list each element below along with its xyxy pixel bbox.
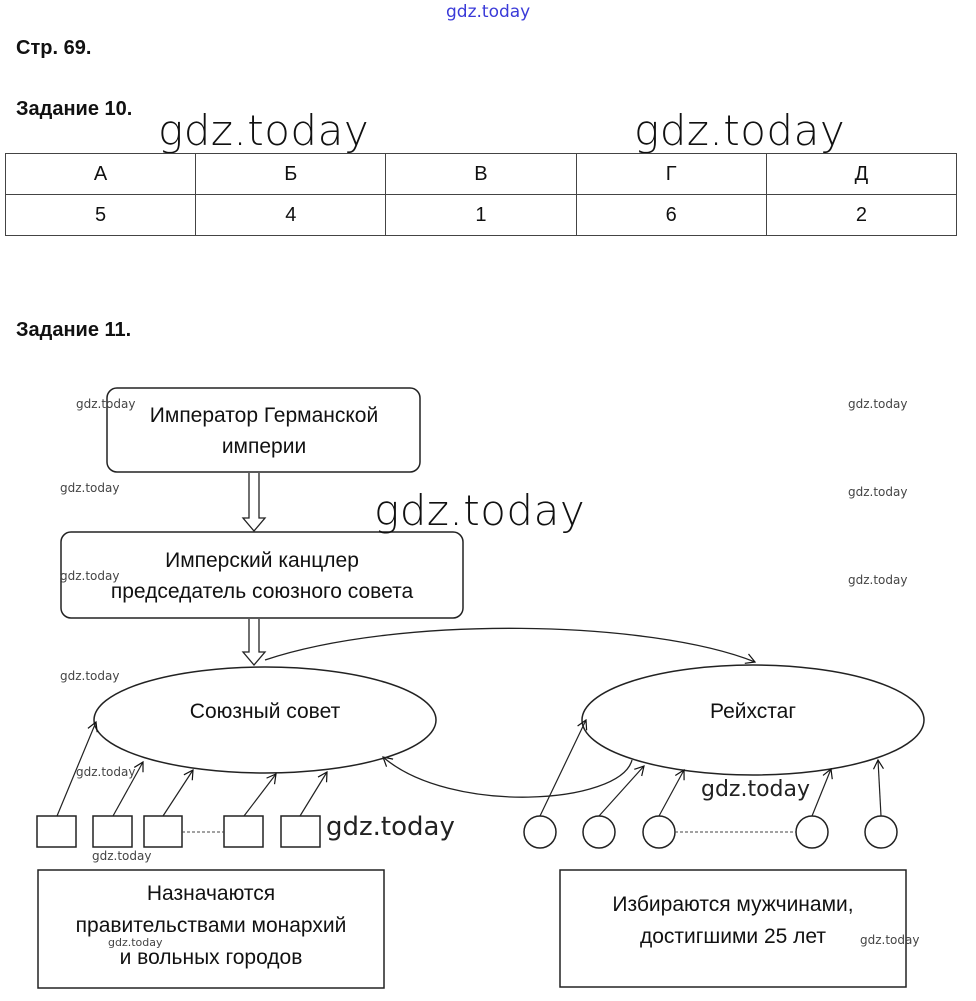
reichstag-ellipse (582, 665, 924, 775)
task11-title: Задание 11. (16, 319, 132, 341)
double-arrow-chancellor-council (243, 619, 265, 665)
watermark: gdz.today (848, 485, 908, 499)
table-cell: 1 (386, 195, 576, 236)
voter-circle (643, 816, 675, 848)
watermark-top: gdz.today (446, 2, 531, 22)
table-header-cell: В (386, 154, 576, 195)
arrow-reichstag-to-council (383, 757, 632, 797)
emperor-label-line1: Император Германской (149, 404, 379, 427)
government-square (144, 816, 182, 847)
government-square (281, 816, 320, 847)
watermark: gdz.today (108, 936, 163, 949)
voter-circle (796, 816, 828, 848)
table-header-cell: Б (196, 154, 386, 195)
task10-title: Задание 10. (16, 98, 133, 120)
emperor-box (107, 388, 420, 472)
watermark: gdz.today (158, 106, 370, 155)
government-square (37, 816, 76, 847)
table-cell: 4 (196, 195, 386, 236)
watermark: gdz.today (60, 481, 120, 495)
arrow-council-to-reichstag (265, 628, 755, 662)
watermark: gdz.today (326, 812, 455, 842)
watermark: gdz.today (860, 933, 920, 947)
emperor-label-line2: империи (221, 435, 307, 458)
reichstag-label: Рейхстаг (710, 700, 796, 723)
watermark: gdz.today (76, 765, 136, 779)
government-square (224, 816, 263, 847)
appointed-box (38, 870, 384, 988)
watermark: gdz.today (92, 849, 152, 863)
table-cell: 5 (6, 195, 196, 236)
table-header-cell: Д (766, 154, 956, 195)
voter-circle (583, 816, 615, 848)
elected-line2: достигшими 25 лет (639, 925, 827, 948)
watermark: gdz.today (374, 486, 586, 535)
voter-circle (524, 816, 556, 848)
elected-line1: Избираются мужчинами, (612, 893, 854, 916)
watermark: gdz.today (60, 569, 120, 583)
elected-box (560, 870, 906, 987)
watermark: gdz.today (848, 397, 908, 411)
table-header-cell: А (6, 154, 196, 195)
government-squares (37, 816, 320, 847)
watermark: gdz.today (60, 669, 120, 683)
chancellor-box (61, 532, 463, 618)
chancellor-label-line1: Имперский канцлер (165, 549, 359, 572)
federal-council-ellipse (94, 667, 436, 773)
appointed-line2: правительствами монархий (75, 914, 347, 937)
double-arrow-emperor-chancellor (243, 473, 265, 531)
watermark: gdz.today (848, 573, 908, 587)
appointed-line3: и вольных городов (119, 946, 303, 969)
watermark: gdz.today (634, 106, 846, 155)
chancellor-label-line2: председатель союзного совета (110, 580, 414, 603)
appointed-line1: Назначаются (146, 882, 276, 905)
table-header-cell: Г (576, 154, 766, 195)
federal-council-label: Союзный совет (189, 700, 341, 723)
watermark: gdz.today (701, 777, 811, 802)
table-cell: 2 (766, 195, 956, 236)
watermark: gdz.today (76, 397, 136, 411)
voter-circle (865, 816, 897, 848)
table-cell: 6 (576, 195, 766, 236)
government-square (93, 816, 132, 847)
page-reference: Стр. 69. (16, 37, 92, 59)
